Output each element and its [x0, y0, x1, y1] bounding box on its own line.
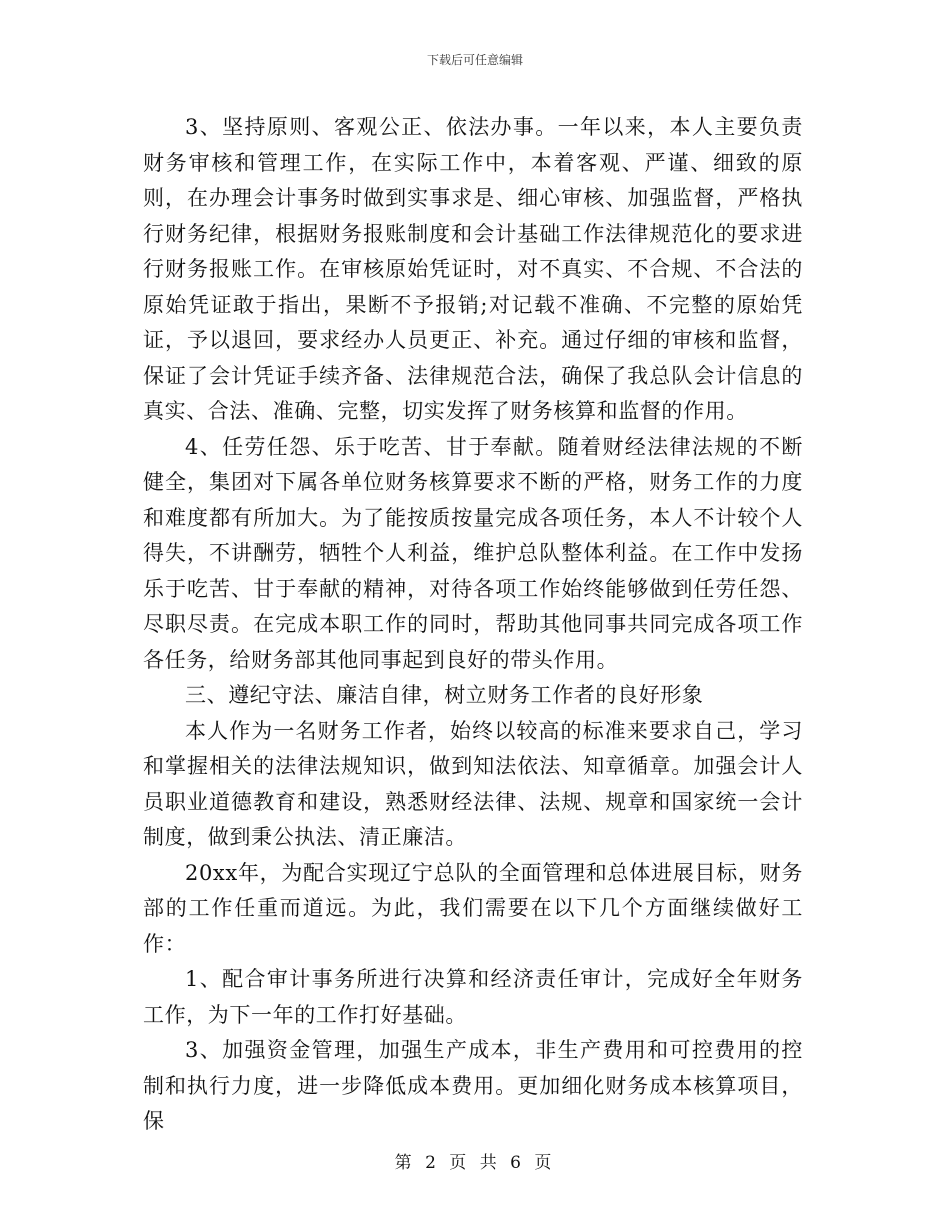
paragraph-integrity: 本人作为一名财务工作者，始终以较高的标准来要求自己，学习和掌握相关的法律法规知识，做到知法依法、知章循章。加强会计人员职业道德教育和建设，熟悉财经法律、法规、规章和国家统一会计制度，做到秉公执法、清正廉洁。: [143, 718, 803, 849]
section-heading-integrity: 三、遵纪守法、廉洁自律，树立财务工作者的良好形象: [185, 683, 704, 707]
paragraph-diligence: 4、任劳任怨、乐于吃苦、甘于奉献。随着财经法律法规的不断健全，集团对下属各单位财务核算要求不断的严格，财务工作的力度和难度都有所加大。为了能按质按量完成各项任务，本人不计较个人得失，不讲酬劳，牺牲个人利益，维护总队整体利益。在工作中发扬乐于吃苦、甘于奉献的精神，对待各项工作始终能够做到任劳任怨、尽职尽责。在完成本职工作的同时，帮助其他同事共同完成各项工作各任务，给财务部其他同事起到良好的带头作用。: [143, 434, 803, 672]
paragraph-next-year-goals: 20xx年，为配合实现辽宁总队的全面管理和总体进展目标，财务部的工作任重而道远。为此，我们需要在以下几个方面继续做好工作：: [143, 860, 803, 956]
paragraph-principles: 3、坚持原则、客观公正、依法办事。一年以来，本人主要负责财务审核和管理工作，在实际工作中，本着客观、严谨、细致的原则，在办理会计事务时做到实事求是、细心审核、加强监督，严格执行财务纪律，根据财务报账制度和会计基础工作法律规范化的要求进行财务报账工作。在审核原始凭证时，对不真实、不合规、不合法的原始凭证敢于指出，果断不予报销;对记载不准确、不完整的原始凭证，予以退回，要求经办人员更正、补充。通过仔细的审核和监督，保证了会计凭证手续齐备、法律规范合法，确保了我总队会计信息的真实、合法、准确、完整，切实发挥了财务核算和监督的作用。: [143, 115, 803, 423]
page-header: 下载后可任意编辑: [426, 53, 523, 67]
paragraph-item-audit: 1、配合审计事务所进行决算和经济责任审计，完成好全年财务工作，为下一年的工作打好基础。: [143, 967, 803, 1027]
paragraph-item-funds: 3、加强资金管理，加强生产成本，非生产费用和可控费用的控制和执行力度，进一步降低成本费用。更加细化财务成本核算项目，保: [143, 1038, 803, 1133]
document-body: [143, 110, 803, 1140]
page-number: 第 2 页 共 6 页: [394, 1153, 556, 1173]
